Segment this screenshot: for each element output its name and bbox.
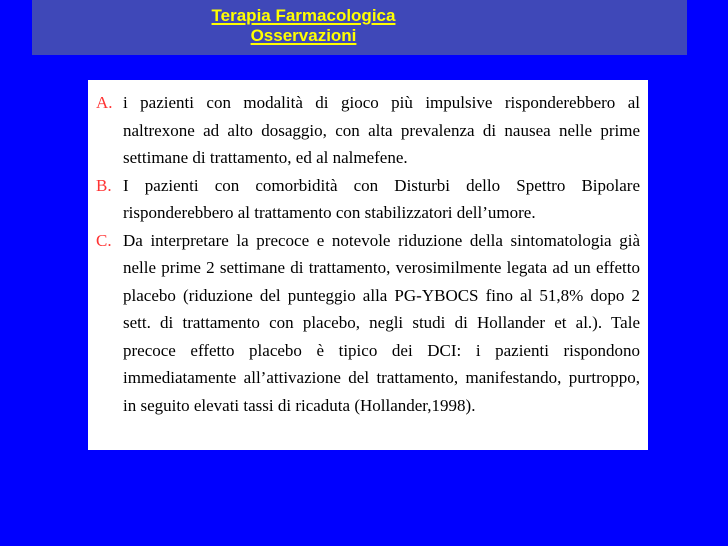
list-text-b: I pazienti con comorbidità con Disturbi dello Spettro Bipolare risponderebbero al trattamento con stabilizzatori dell’umore.	[123, 175, 640, 222]
list-item-a	[96, 89, 640, 172]
list-marker-c: C.	[96, 230, 112, 250]
title-text-2: Osservazioni	[250, 26, 357, 45]
title-line-2	[32, 26, 687, 46]
title-line-1	[32, 6, 687, 26]
content-box	[88, 80, 648, 450]
list-marker-a: A.	[96, 93, 113, 112]
list-item-c	[96, 227, 640, 420]
slide-title	[32, 0, 687, 55]
list-text-a: i pazienti con modalità di gioco più impulsive risponderebbero al naltrexone ad alto dosaggio, con alta prevalenza di nausea nelle prime settimane di trattamento, ed al nalmefene.	[123, 93, 640, 167]
title-text-1: Terapia Farmacologica	[211, 6, 396, 25]
list-item-b	[96, 172, 640, 227]
list-text-c: Da interpretare la precoce e notevole riduzione della sintomatologia già nelle prime 2 settimane di trattamento, verosimilmente legata ad un effetto placebo (riduzione del punteggio alla PG-YBOCS fino al 51,8% dopo 2 sett. di trattamento con placebo, negli studi di Hollander et al.). Tale precoce effetto placebo è tipico dei DCI: i pazienti rispondono immediatamente all’attivazione del trattamento, manifestando, purtroppo, in seguito elevati tassi di ricaduta (Hollander,1998).	[123, 230, 640, 415]
list-marker-b: B.	[96, 175, 112, 195]
